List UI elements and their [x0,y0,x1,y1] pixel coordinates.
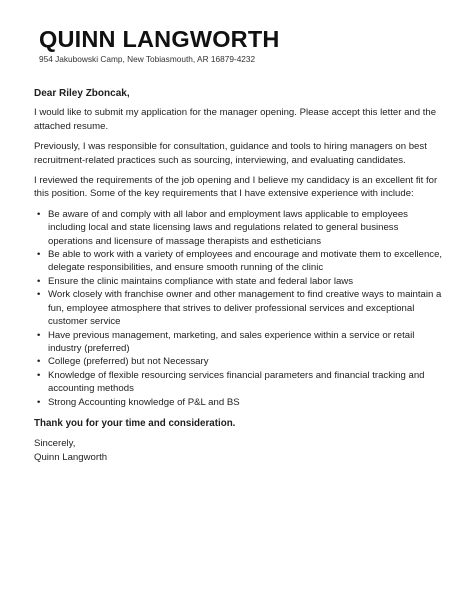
list-item-text: Ensure the clinic maintains compliance with state and federal labor laws [48,275,354,287]
experience-paragraph: Previously, I was responsible for consultation, guidance and tools to hiring managers on best recruitment-related practices such as sourcing, interviewing, and evaluating candidates. [34,141,427,166]
salutation: Dear Riley Zboncak, [34,88,130,99]
letter-body [34,87,444,464]
list-item [37,329,444,356]
list-item-text: College (preferred) but not Necessary [48,356,209,368]
list-item [37,355,444,368]
list-item [37,396,444,409]
list-item [37,208,444,248]
signature-name: Quinn Langworth [34,451,108,463]
list-item-text: Be aware of and comply with all labor and employment laws applicable to employees including local and state licensing laws and regulations related to general business operations and licensure of massage therapists and estheticians [48,208,408,247]
list-item-text: Knowledge of flexible resourcing services financial parameters and financial tracking and accounting methods [48,369,425,395]
bullet-icon: • [37,369,41,381]
list-item [37,275,444,288]
list-item [37,288,444,328]
list-item-text: Work closely with franchise owner and other management to find creative ways to maintain a fun, employee atmosphere that strives to deliver professional services and exceptional customer service [48,289,442,328]
applicant-address: 954 Jakubowski Camp, New Tobiasmouth, AR 16879-4232 [39,54,256,64]
letter-header [39,26,439,65]
list-item [37,369,444,396]
list-item [37,248,444,275]
bullet-icon: • [37,356,41,368]
requirements-list [34,208,444,409]
list-item-text: Strong Accounting knowledge of P&L and BS [48,396,240,408]
list-item-text: Have previous management, marketing, and sales experience within a service or retail industry (preferred) [48,329,415,354]
bullet-icon: • [37,329,41,341]
applicant-name: QUINN LANGWORTH [39,26,280,52]
bullet-icon: • [37,289,41,301]
thanks-line: Thank you for your time and consideration. [34,417,236,429]
bullet-icon: • [37,249,41,261]
bullet-icon: • [37,275,41,287]
requirements-intro-paragraph: I reviewed the requirements of the job opening and I believe my candidacy is an excellent fit for this position. Some of the key requirements that I have extensive experience with include: [34,175,438,200]
list-item-text: Be able to work with a variety of employees and encourage and motivate them to excellence, delegate responsibilities, and ensure smooth running of the clinic [48,249,443,274]
bullet-icon: • [37,396,41,408]
intro-paragraph: I would like to submit my application for the manager opening. Please accept this letter and the attached resume. [34,107,437,132]
bullet-icon: • [37,208,41,220]
closing-line: Sincerely, [34,438,76,450]
